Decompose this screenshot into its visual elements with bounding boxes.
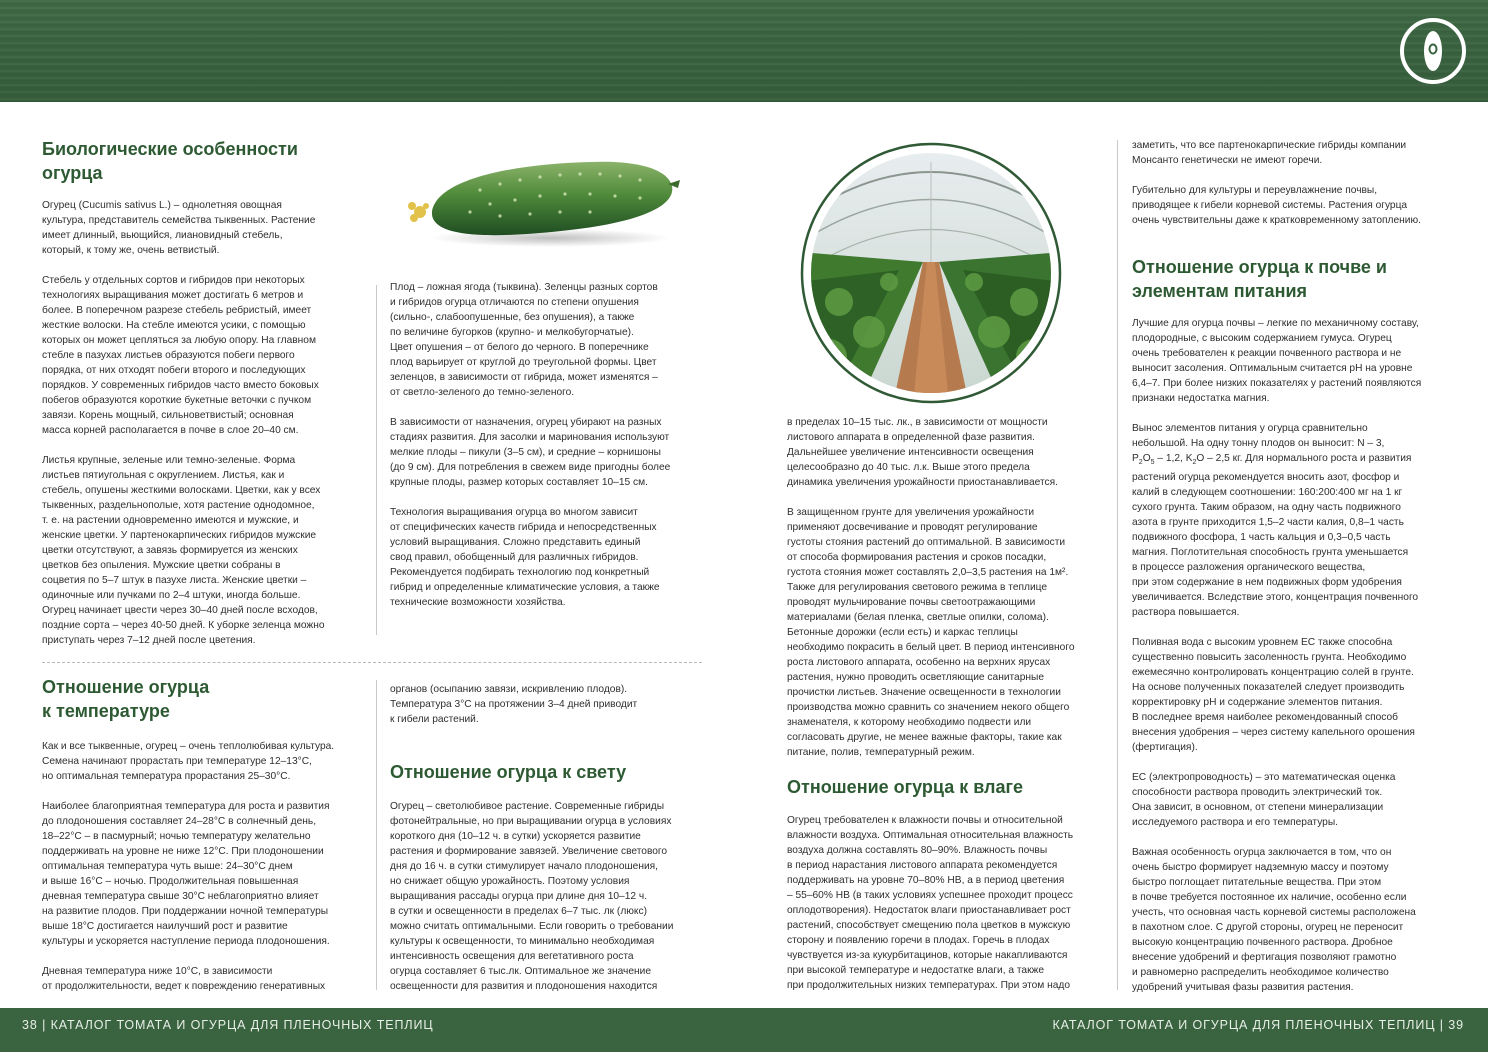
column-light-continued [787,415,1105,775]
section-title-biology: Биологические особенности огурца [42,139,298,183]
paragraph: Огурец требователен к влажности почвы и относительной влажности воздуха. Оптимальная относительная влажность воздуха должна составлять 80–90%. Влажность почвы в период нарастания листового аппарата рекомендуется поддерживать на уровне 70–80% НВ, а в период цветения – 55–60% НВ (в таких условиях успешнее проходит процесс оплодотворения). Недостаток влаги приостанавливает рост растений, способствует смещению пола цветков в мужскую сторону и появлению горечи в плодах. Горечь в плодах чувствуется из-за кукурбитацинов, которые накапливаются при высокой температуре и недостатке влаги, а также при продолжительных низких температурах. При этом надо [787,815,1074,991]
paragraph: Лучшие для огурца почвы – легкие по механичному составу, плодородные, с высоким содержанием гумуса. Огурец очень требователен к реакции почвенного раствора и не выносит засоления. Оптимальным считается рН на уровне 6,4–7. При более низких показателях у растений появляются признаки недостатка магния. [1132,318,1422,404]
column-soil [1132,316,1450,1010]
wood-texture [0,0,1488,102]
paragraph: Поливная вода с высоким уровнем ЕС также способна существенно повысить засоленность грунта. Необходимо ежемесячно контролировать концентрацию солей в грунте. На основе полученных показателей следует производить корректировку рН и содержание элементов питания. В последнее время наиболее рекомендованный способ внесения удобрения – через систему капельного орошения (фертигация). [1132,637,1415,754]
paragraph: Наиболее благоприятная температура для роста и развития до плодоношения составляет 24–28°С в солнечный день, 18–22°С – в пасмурный; ночью температуру желательно поддерживать на уровне не ниже 12°С. При плодоношении оптимальная температура чуть выше: 24–30°С днем и выше 16°С – ночью. Продолжительная повышенная дневная температура свыше 30°С неблагоприятно влияет на развитие плодов. При поддержании ночной температуры выше 18°С достигается наилучший рост и развитие культуры и ускоряется наступление периода плодоношения. [42,801,330,947]
paragraph-formula: $P_2O_5 - 1,2$, $K_2O - 2,5$ кг. Для нормального роста и развития [1132,453,1412,467]
paragraph: Стебель у отдельных сортов и гибридов при некоторых технологиях выращивания может достигать 6 метров и более. В поперечном разрезе стебель ребристый, имеет жесткие волоски. На стебле имеются усики, с помощью которых он может цепляться за любую опору. На главном стебле в пазухах листьев образуются побеги первого порядка, от них отходят побеги второго и последующих порядков. У современных гибридов часто вместо боковых побегов образуются короткие букетные веточки с пучком завязи. Корень мощный, сильноветвистый; основная масса корней располагается в почве в слое 20–40 см. [42,275,319,436]
section-title-light: Отношение огурца к свету [390,762,627,782]
column-biology [42,198,367,663]
page-footer [0,1008,1488,1052]
paragraph: Дневная температура ниже 10°С, в зависимости от продолжительности, ведет к повреждению генеративных [42,966,326,992]
paragraph: Как и все тыквенные, огурец – очень теплолюбивая культура. Семена начинают прорастать при температуре 12–13°С, но оптимальная температура прорастания 25–30°С. [42,741,335,782]
paragraph: заметить, что все партенокарпические гибриды компании Монсанто генетически не имеют горечи. [1132,140,1407,166]
page-header-band [0,0,1488,102]
column-light [390,799,708,1009]
column-water [787,813,1105,1008]
column-divider [376,680,377,990]
paragraph: Листья крупные, зеленые или темно-зеленые. Форма листьев пятиугольная с округлением. Листья, как и стебель, опушены жесткими волосками. Цветки, как у всех тыквенных, раздельнополые, хотя растение однодомное, т. е. на растении одновременно имеются и мужские, и женские цветки. У партенокарпических гибридов мужские цветки отсутствуют, а завязь формируется из женских цветков без опыления. Мужские цветки собраны в соцветия по 5–7 штук в пазухе листа. Женские цветки – одиночные или пучками по 2–4 штуки, иногда больше. Огурец начинает цвести через 30–40 дней после всходов, поздние сорта – через 40-50 дней. К уборке зеленца можно приступать через 7–12 дней после цветения. [42,455,325,646]
section-divider [42,662,702,663]
footer-left-page-number: 38 | КАТАЛОГ ТОМАТА И ОГУРЦА ДЛЯ ПЛЕНОЧНЫХ ТЕПЛИЦ [22,1018,434,1032]
paragraph: ЕС (электропроводность) – это математическая оценка способности раствора проводить электрический ток. Она зависит, в основном, от степени минерализации исследуемого раствора и его температуры. [1132,772,1396,829]
section-title-soil: Отношение огурца к почве и элементам питания [1132,257,1387,301]
column-water-continued [1132,138,1450,243]
paragraph: В защищенном грунте для увеличения урожайности применяют досвечивание и проводят регулирование густоты стояния растений до оптимальной. В зависимости от способа формирования растения и сроков посадки, густота стояния может составлять 2,0–3,5 растения на 1м². Также для регулирования светового режима в теплице проводят мульчирование почвы светоотражающими материалами (белая пленка, светлые опилки, солома). Бетонные дорожки (если есть) и каркас теплицы необходимо покрасить в белый цвет. В период интенсивного роста листового аппарата, особенно на верхних ярусах растения, нужно проводить осветляющие санитарные прочистки листьев. Значение освещенности в технологии производства можно сравнить со значением некого общего знаменателя, к которому необходимо подвести или согласовать другие, не менее важные факторы, такие как питание, полив, температурный режим. [787,507,1075,758]
paragraph: растений огурца рекомендуется вносить азот, фосфор и калий в следующем соотношении: 160:200:400 мг на 1 кг сухого грунта. Таким образом, на одну часть подвижного азота в грунте приходится 1,5–2 части калия, 0,8–1 часть подвижного фосфора, 1 часть кальция и 0,3–0,5 часть магния. Поглотительная способность грунта уменьшается в процессе разложения органического вещества, при этом содержание в нем подвижных форм удобрения увеличивается. Вследствие этого, концентрация почвенного раствора повышается. [1132,472,1419,619]
section-title-temperature: Отношение огурца к температуре [42,677,210,721]
greenhouse-photo [799,142,1063,404]
paragraph: Плод – ложная ягода (тыквина). Зеленцы разных сортов и гибридов огурца отличаются по степени опушения (сильно-, слабоопушенные, без опушения), а также по величине бугорков (крупно- и мелкобугорчатые). Цвет опушения – от белого до черного. В поперечнике плод варьирует от круглой до треугольной формы. Цвет зеленцов, в зависимости от гибрида, может изменятся – от светло-зеленого до темно-зеленого. [390,282,658,398]
paragraph: в пределах 10–15 тыс. лк., в зависимости от мощности листового аппарата в определенной фазе развития. Дальнейшее увеличение интенсивности освещения целесообразно до 40 тыс. л.к. Выше этого предела динамика увеличения урожайности приостанавливается. [787,417,1058,488]
section-title-water: Отношение огурца к влаге [787,777,1023,797]
paragraph: Вынос элементов питания у огурца сравнительно небольшой. На одну тонну плодов он выносит: N – 3, [1132,423,1385,449]
seed-logo-icon [1400,18,1466,84]
paragraph: Технология выращивания огурца во многом зависит от специфических качеств гибрида и непосредственных условий выращивания. Сложно представить единый свод правил, обобщенный для различных гибридов. Рекомендуется подбирать технологию под конкретный гибрид и определенные климатические условия, а также технические возможности хозяйства. [390,507,660,608]
paragraph: Огурец – светолюбивое растение. Современные гибриды фотонейтральные, но при выращивании огурца в условиях короткого дня (10–12 ч. в сутки) ускоряется развитие растения и формирование завязей. Увеличение светового дня до 16 ч. в сутки стимулирует начало плодоношения, но снижает общую урожайность. Поэтому условия выращивания рассады огурца при длине дня 10–12 ч. в сутки и освещенности в пределах 6–7 тыс. лк (люкс) можно считать оптимальными. Если говорить о требовании культуры к освещенности, то минимально необходимая интенсивность освещения для вегетативного роста огурца составляет 6 тыс.лк. Оптимальное же значение освещенности для развития и плодоношения находится [390,801,674,992]
column-temperature-continued [390,682,708,742]
paragraph: В зависимости от назначения, огурец убирают на разных стадиях развития. Для засолки и маринования используют мелкие плоды – пикули (3–5 см), и средние – корнишоны (до 9 см). Для потребления в свежем виде пригодны более крупные плоды, размер которых составляет 10–15 см. [390,417,671,488]
footer-right-page-number: КАТАЛОГ ТОМАТА И ОГУРЦА ДЛЯ ПЛЕНОЧНЫХ ТЕПЛИЦ | 39 [1052,1018,1464,1032]
column-temperature [42,739,367,1009]
paragraph: органов (осыпанию завязи, искривлению плодов). Температура 3°С на протяжении 3–4 дней приводит к гибели растений. [390,684,638,725]
paragraph: Важная особенность огурца заключается в том, что он очень быстро формирует надземную массу и поэтому быстро поглощает питательные вещества. При этом в почве требуется постоянное их наличие, особенно если учесть, что основная часть корневой системы расположена в пахотном слое. С другой стороны, огурец не переносит высокую концентрацию почвенного раствора. Дробное внесение удобрений и фертигация позволяют грамотно и равномерно распределить необходимое количество удобрений учитывая фазы развития растения. [1132,847,1416,994]
paragraph: Огурец (Cucumis sativus L.) – однолетняя овощная культура, представитель семейства тыквенных. Растение имеет длинный, вьющийся, лиановидный стебель, который, к тому же, очень ветвистый. [42,200,316,256]
column-fruit [390,280,708,625]
column-divider [1117,140,1118,990]
paragraph: Губительно для культуры и переувлажнение почвы, приводящее к гибели корневой системы. Растения огурца очень чувствительны даже к кратковременному затоплению. [1132,185,1421,226]
cucumber-photo [400,150,685,250]
column-divider [376,285,377,635]
